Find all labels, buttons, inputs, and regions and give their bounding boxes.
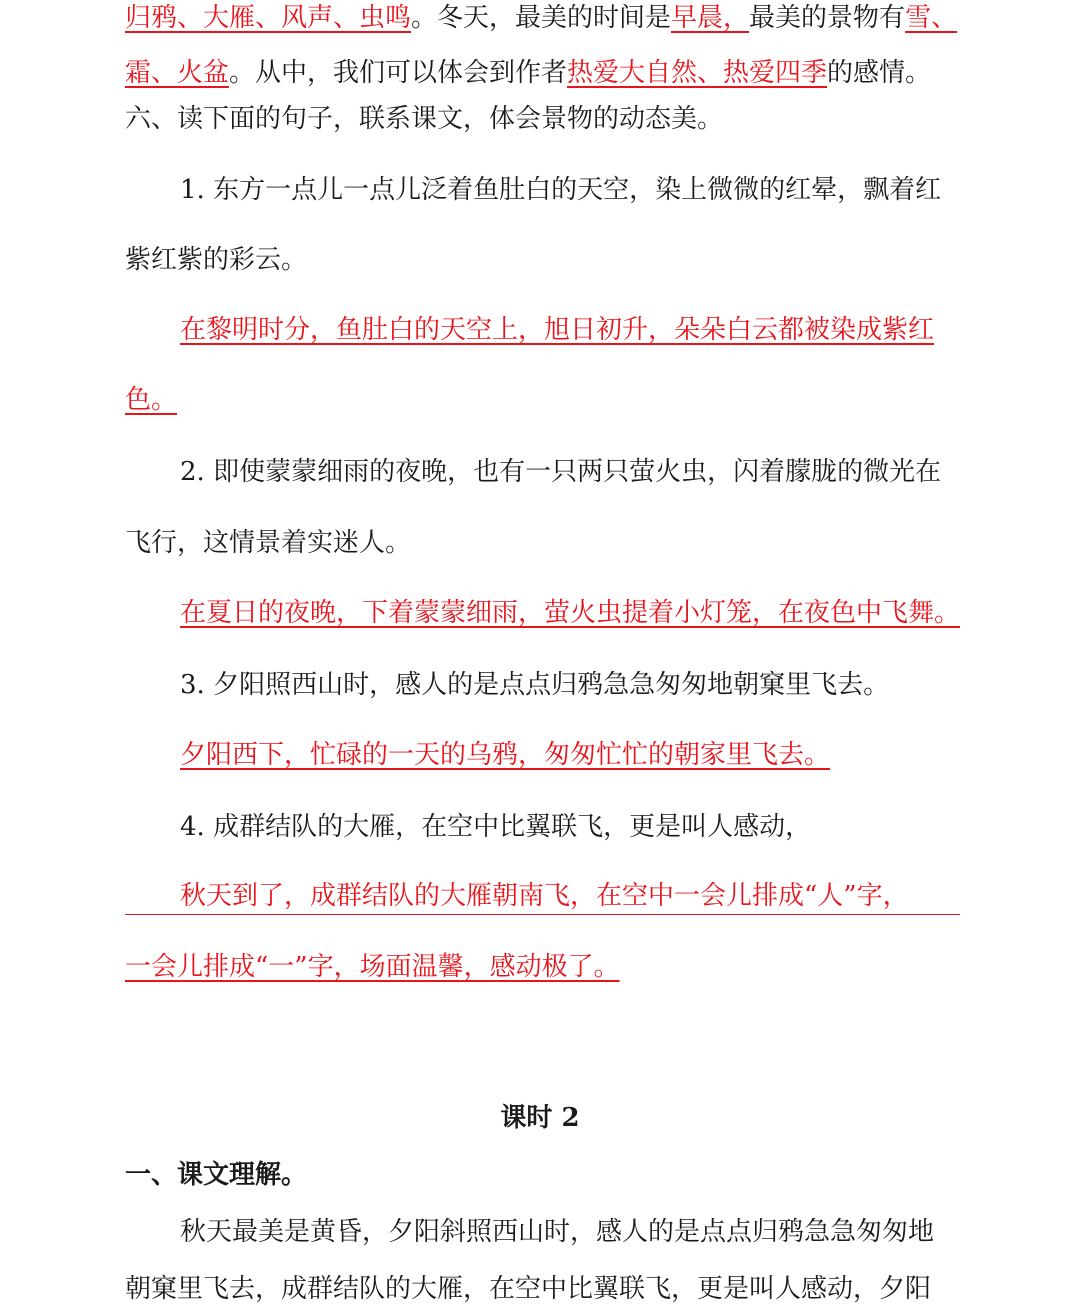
answer-1-line-2: 色。: [125, 385, 178, 415]
answer-text: 早晨，: [671, 3, 750, 33]
answer-text: 归鸦、大雁、风声、虫鸣: [125, 3, 412, 33]
fill-in-line-2: [125, 56, 960, 90]
body-text: 的感情。: [827, 58, 932, 88]
body-text: 。从中，我们可以体会到作者: [229, 58, 568, 88]
fill-in-line-1: [125, 1, 960, 35]
answer-3-line-1: 夕阳西下，忙碌的一天的乌鸦，匆匆忙忙的朝家里飞去。: [180, 740, 831, 770]
lesson-title: 课时 2: [500, 1103, 580, 1133]
answer-text: 霜、火盆: [125, 58, 230, 88]
section-heading: 一、课文理解。: [125, 1160, 308, 1190]
question-3-line-1: 3. 夕阳照西山时，感人的是点点归鸦急急匆匆地朝窠里飞去。: [180, 670, 890, 700]
answer-4-line-2: 一会儿排成“一”字，场面温馨，感动极了。: [125, 952, 620, 982]
paragraph-line-1: 秋天最美是黄昏，夕阳斜照西山时，感人的是点点归鸦急急匆匆地: [180, 1217, 935, 1247]
question-2-line-1: 2. 即使蒙蒙细雨的夜晚，也有一只两只萤火虫，闪着朦胧的微光在: [180, 457, 942, 487]
paragraph-line-2: 朝窠里飞去，成群结队的大雁，在空中比翼联飞，更是叫人感动，夕阳: [125, 1274, 932, 1304]
question-4-line-1: 4. 成群结队的大雁，在空中比翼联飞，更是叫人感动，: [180, 812, 812, 842]
question-1-line-1: 1. 东方一点儿一点儿泛着鱼肚白的天空，染上微微的红晕，飘着红: [180, 175, 942, 205]
section-six-heading: 六、读下面的句子，联系课文，体会景物的动态美。: [125, 104, 724, 134]
answer-underline: [125, 914, 960, 915]
question-1-line-2: 紫红紫的彩云。: [125, 245, 308, 275]
answer-2-line-1: 在夏日的夜晚，下着蒙蒙细雨，萤火虫提着小灯笼，在夜色中飞舞。: [180, 598, 961, 628]
question-2-line-2: 飞行，这情景着实迷人。: [125, 528, 412, 558]
answer-text: 热爱大自然、热爱四季: [567, 58, 828, 88]
answer-1-line-1: 在黎明时分，鱼肚白的天空上，旭日初升，朵朵白云都被染成紫红: [180, 315, 935, 345]
answer-text: 雪、: [905, 3, 958, 33]
body-text: 。冬天，最美的时间是: [411, 3, 672, 33]
body-text: 最美的景物有: [749, 3, 906, 33]
answer-4-line-1: 秋天到了，成群结队的大雁朝南飞，在空中一会儿排成“人”字，: [180, 881, 909, 911]
